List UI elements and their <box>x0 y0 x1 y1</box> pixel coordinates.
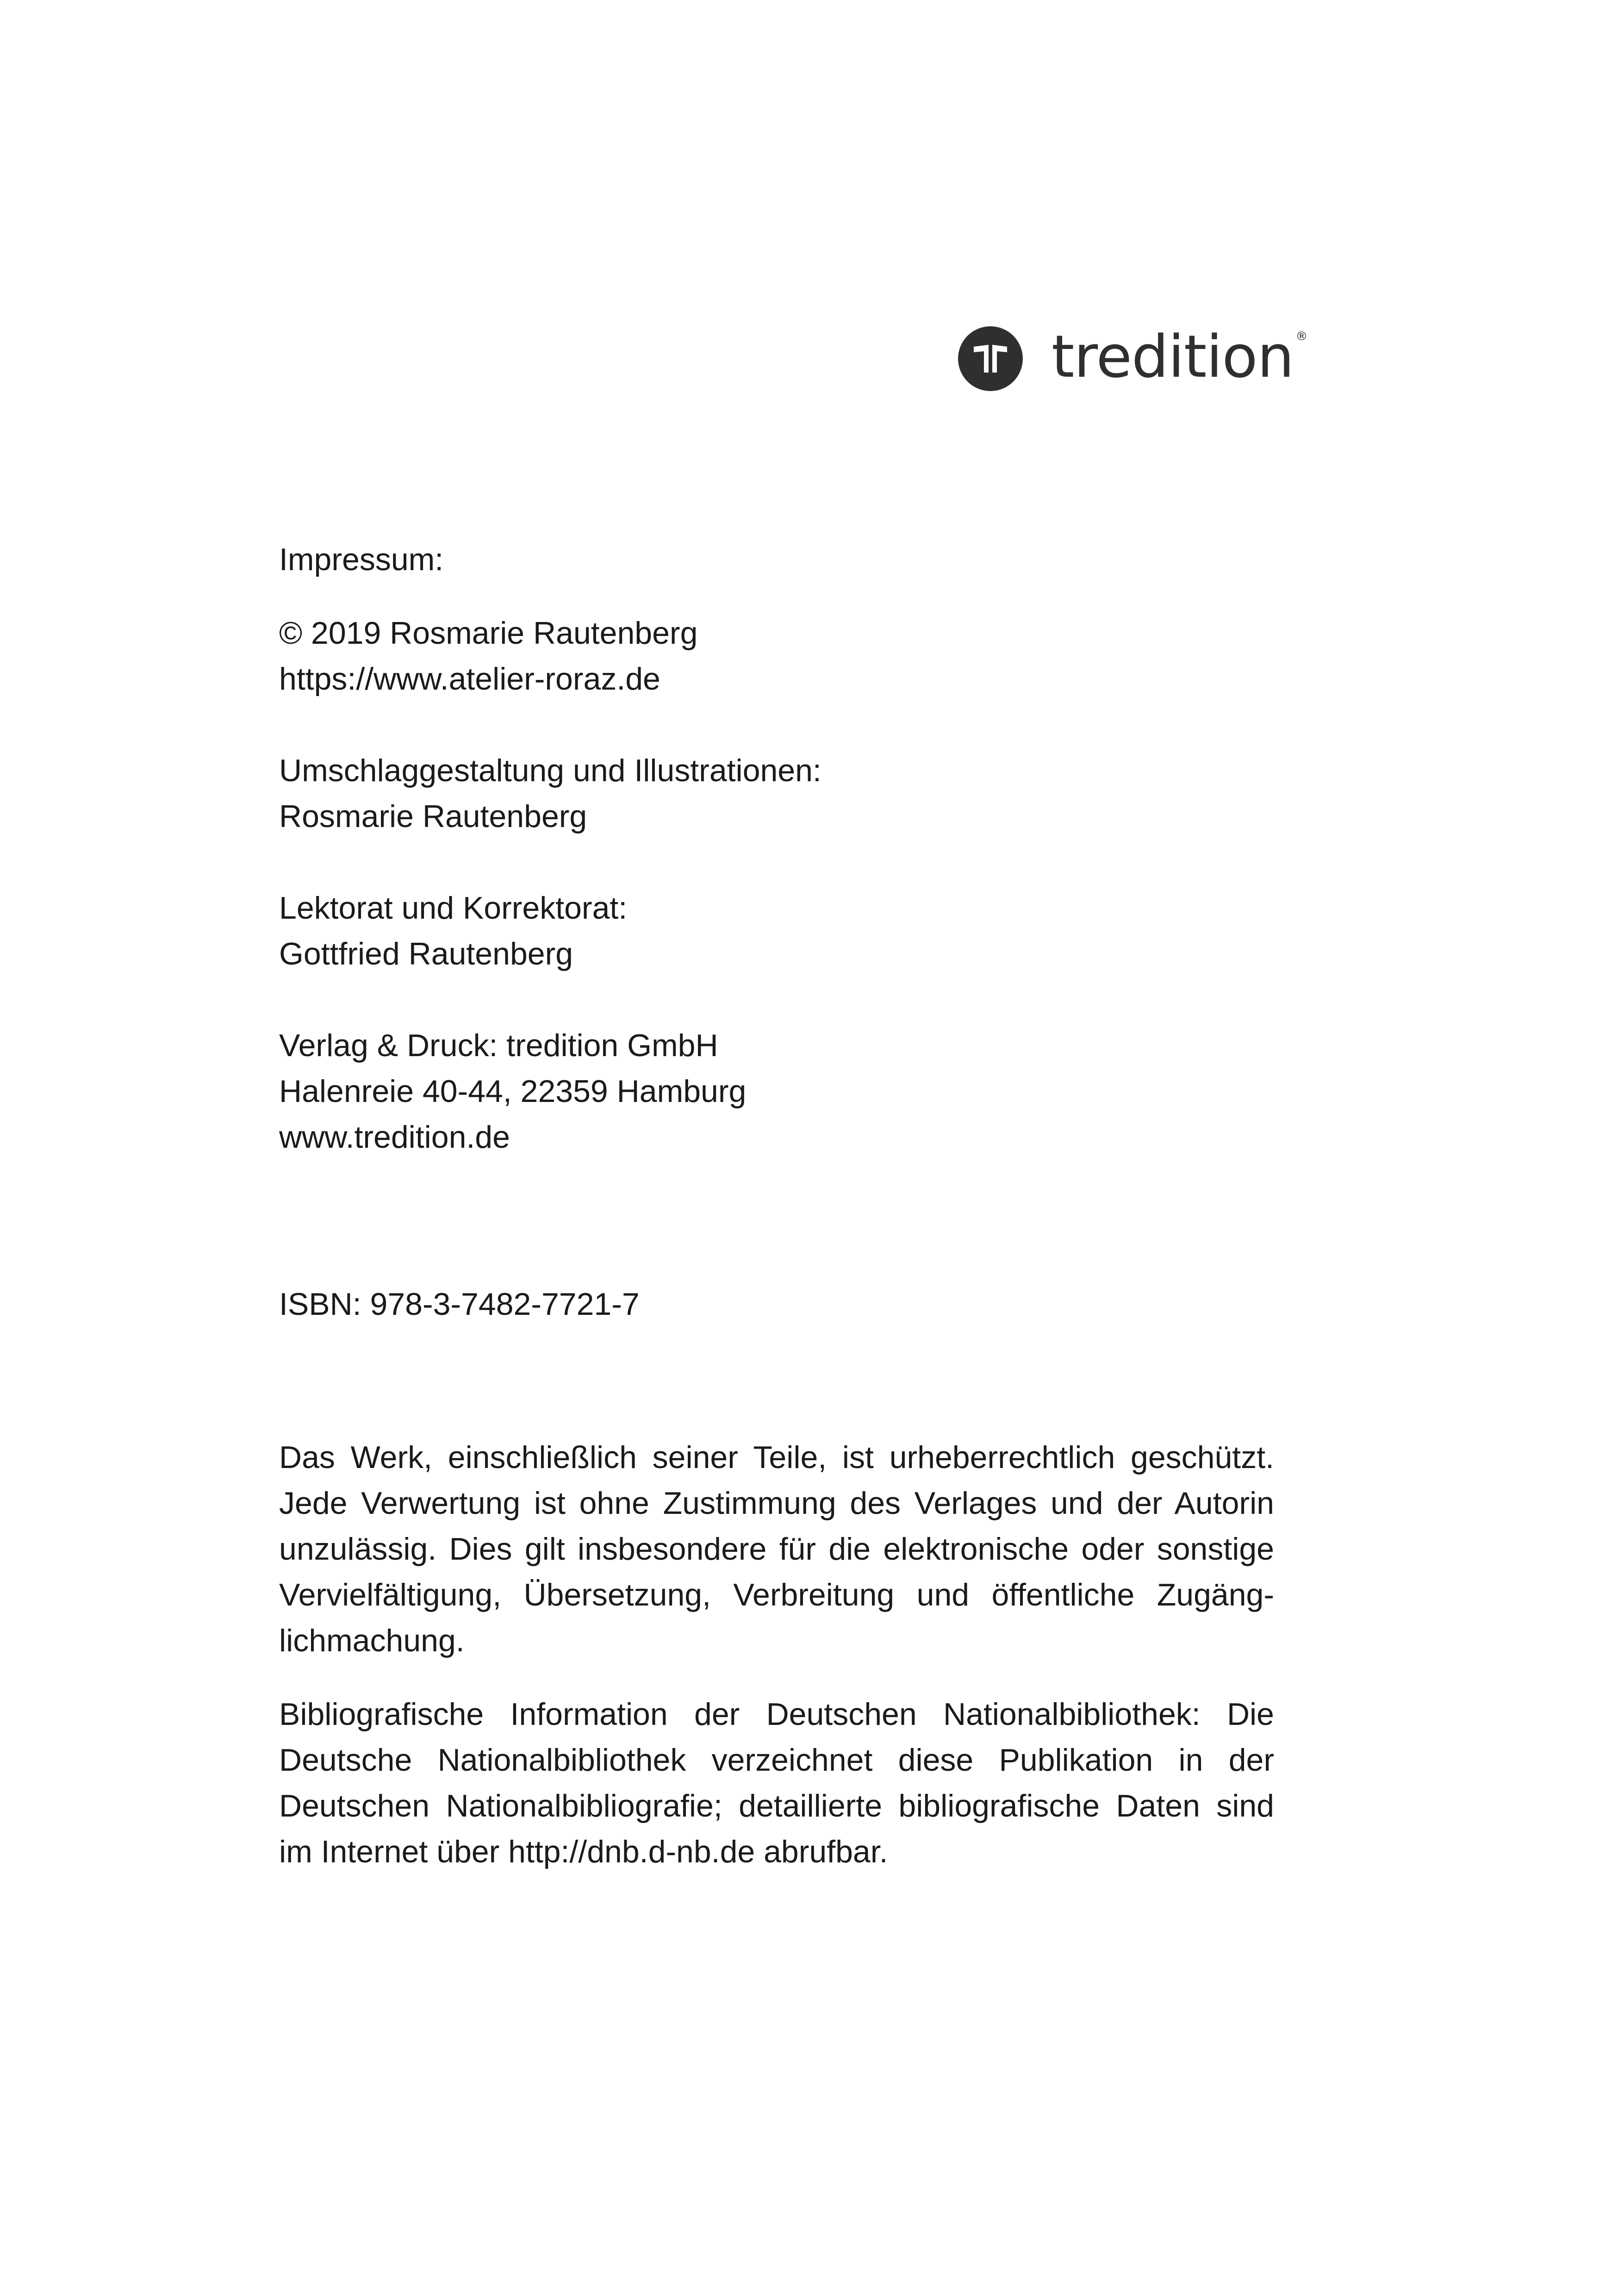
publisher-address: Halenreie 40-44, 22359 Hamburg <box>279 1074 747 1109</box>
bibliographic-notice: Bibliografische Information der Deutschen Nationalbibliothek: Die Deutsche Nationalbibliothek verzeichnet diese Publikation in der Deutschen Nationalbibliografie; detaillierte bibliografische Daten sind im Internet über http://dnb.d-nb.de abrufbar. <box>279 1697 1274 1869</box>
impressum-heading: Impressum: <box>279 542 444 577</box>
author-website: https://www.atelier-roraz.de <box>279 661 660 697</box>
copyright-notice: Das Werk, einschließlich seiner Teile, ist urheberrechtlich geschützt. Jede Verwertung ist ohne Zustimmung des Verlages und der Autorin unzulässig. Dies gilt insbesondere für die elektronische oder sonstige Vervielfältigung, Übersetzung, Verbreitung und öffentliche Zugäng-lichmachung. <box>279 1440 1274 1658</box>
editing-name: Gottfried Rautenberg <box>279 936 573 971</box>
tredition-book-icon <box>958 326 1023 391</box>
impressum-section <box>279 537 1274 1875</box>
copyright-line: © 2019 Rosmarie Rautenberg <box>279 616 698 651</box>
publisher-website: www.tredition.de <box>279 1120 510 1155</box>
cover-design-name: Rosmarie Rautenberg <box>279 799 587 834</box>
publisher-logo <box>958 319 1307 398</box>
editing-label: Lektorat und Korrektorat: <box>279 890 628 926</box>
cover-design-label: Umschlaggestaltung und Illustrationen: <box>279 753 821 788</box>
publisher-line: Verlag & Druck: tredition GmbH <box>279 1028 718 1063</box>
isbn: ISBN: 978-3-7482-7721-7 <box>279 1287 640 1322</box>
publisher-wordmark: tredition ® <box>1052 323 1307 391</box>
